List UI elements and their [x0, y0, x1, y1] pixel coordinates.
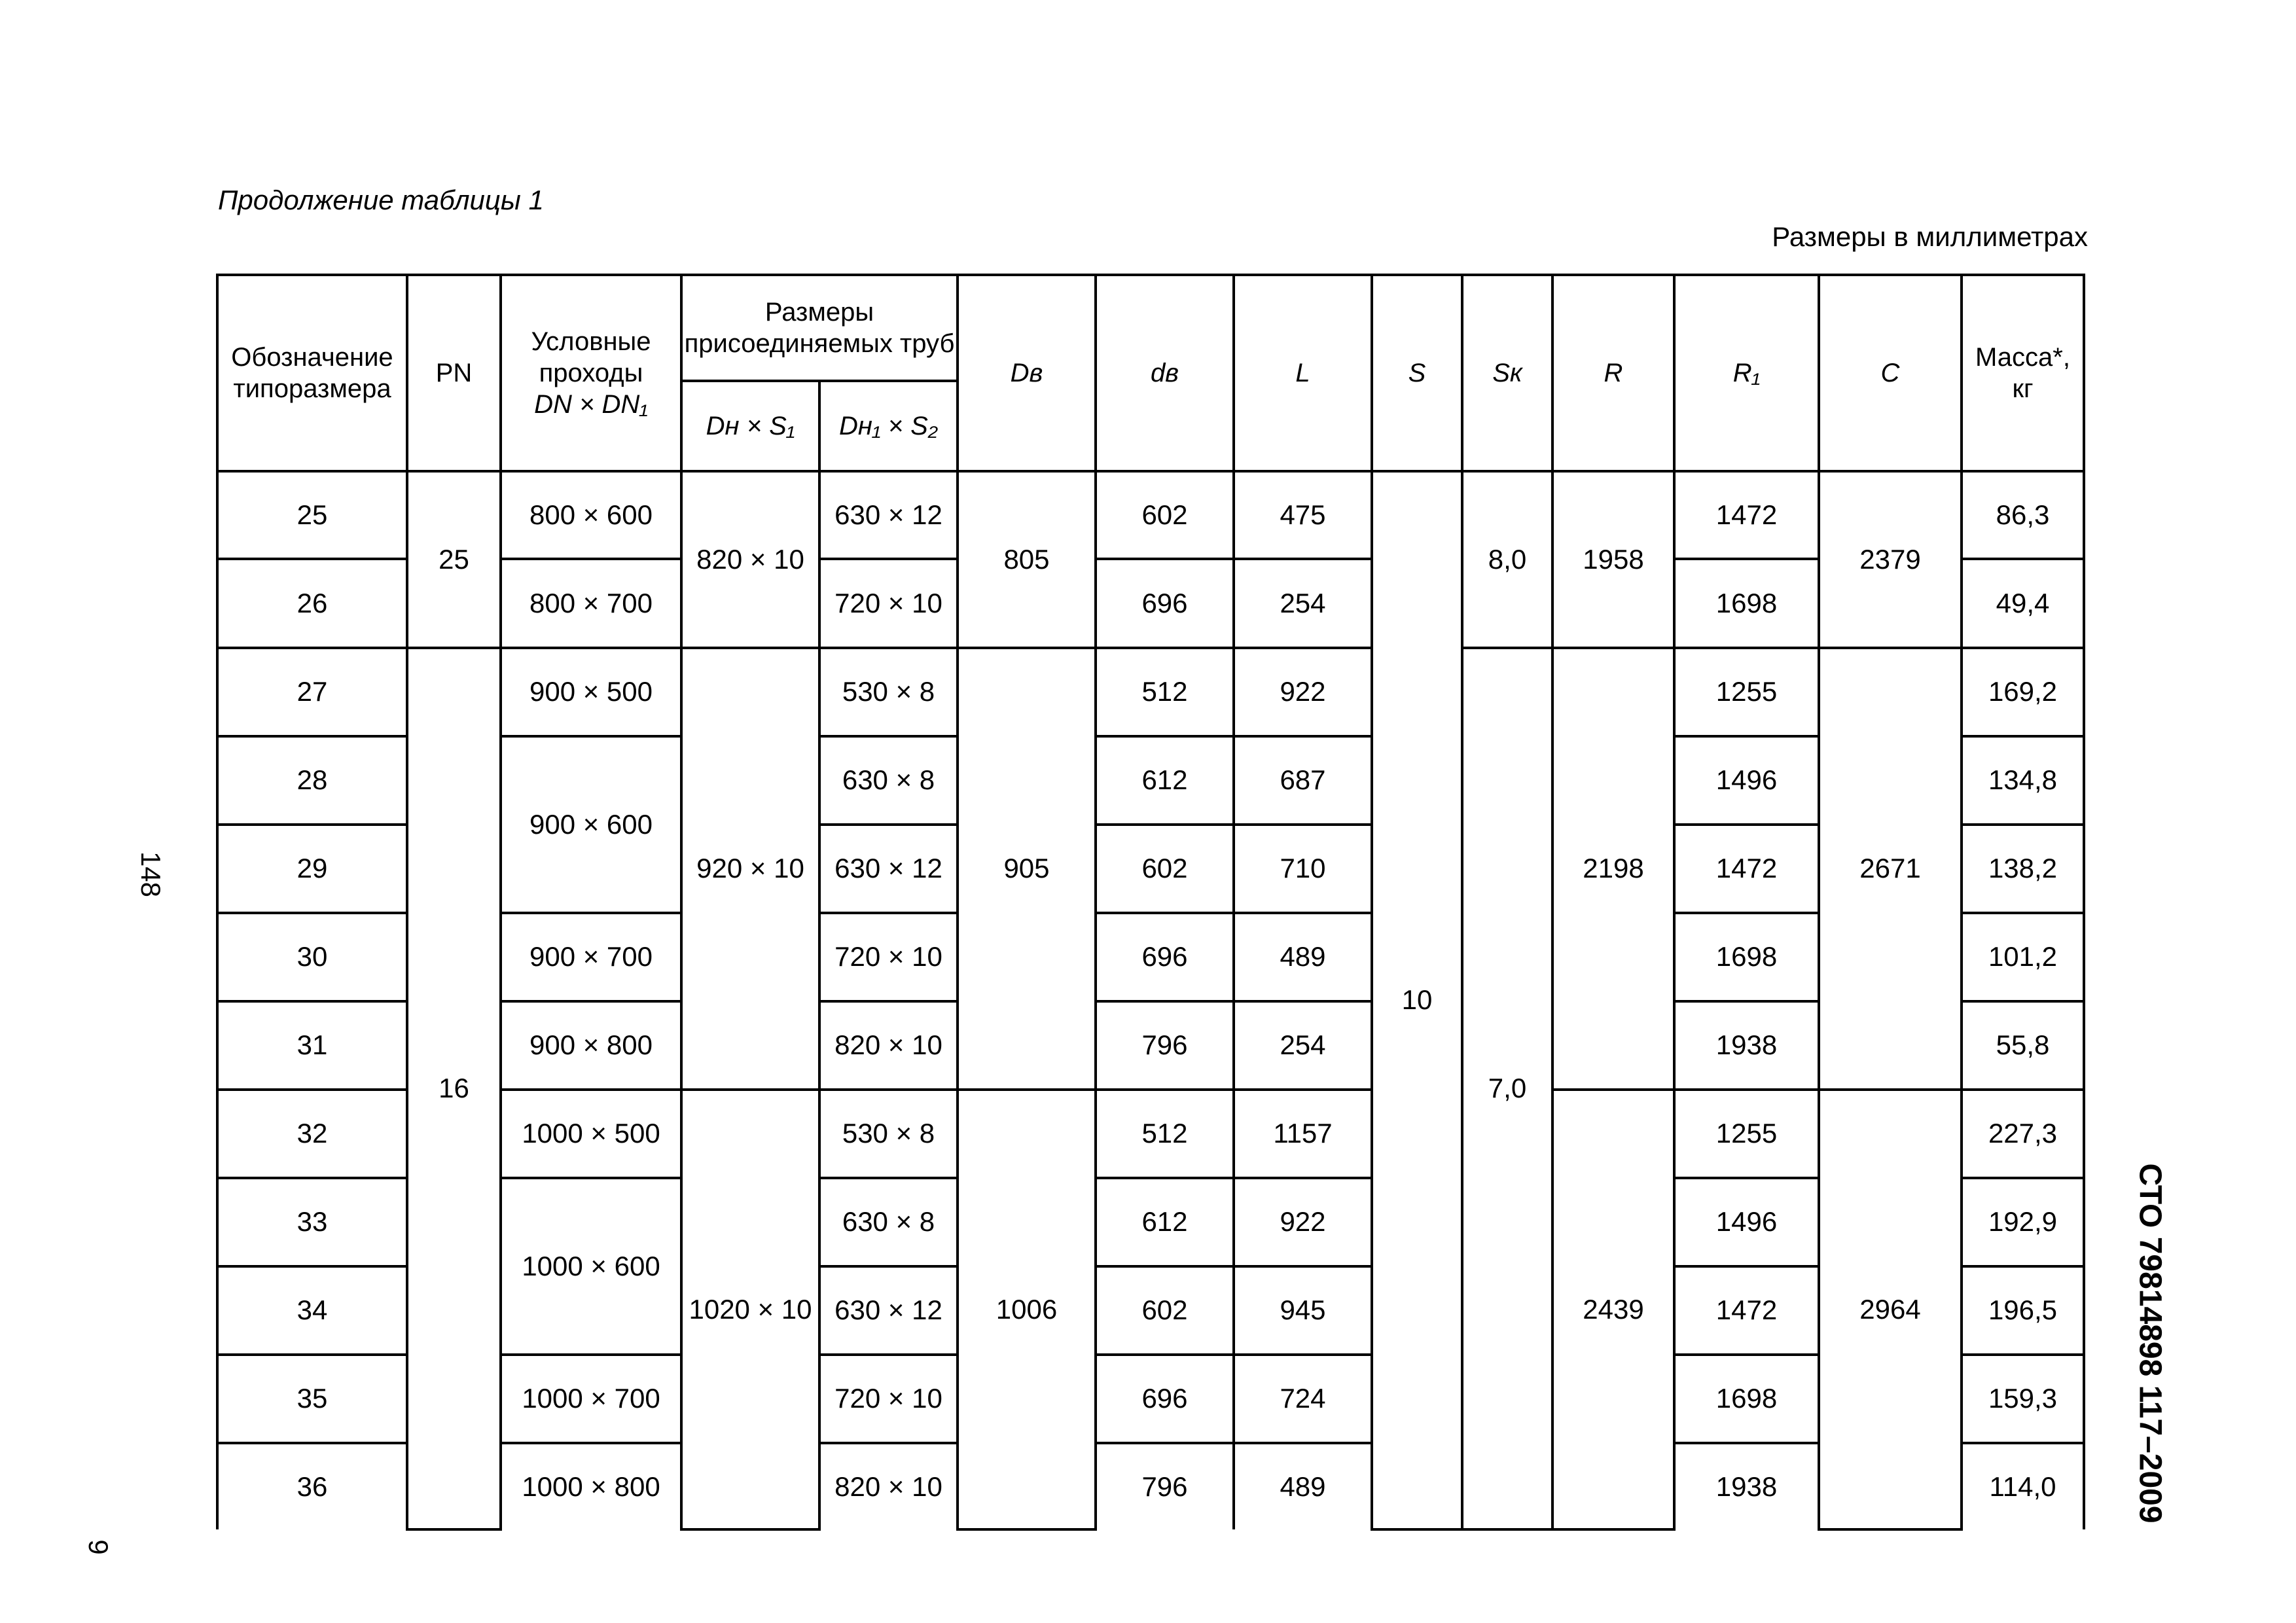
cell-r1: 1698	[1674, 559, 1819, 648]
cell-designation: 36	[217, 1443, 407, 1529]
cell-pipe-main: 920 × 10	[681, 648, 819, 1090]
cell-r: 2439	[1552, 1090, 1674, 1529]
cell-designation: 32	[217, 1090, 407, 1178]
header-nominal	[501, 275, 681, 471]
header-nominal-label: Условные проходы	[531, 327, 651, 387]
header-pipe-branch: Dн₁ × S₂	[819, 381, 958, 471]
cell-dv-small: 602	[1096, 471, 1234, 559]
page-number: 148	[135, 851, 166, 898]
cell-mass: 227,3	[1962, 1090, 2084, 1178]
cell-r1: 1698	[1674, 913, 1819, 1001]
cell-sk: 8,0	[1462, 471, 1552, 648]
cell-r1: 1938	[1674, 1443, 1819, 1529]
units-note: Размеры в миллиметрах	[1772, 221, 2088, 252]
cell-l: 724	[1234, 1355, 1372, 1443]
cell-r1: 1938	[1674, 1001, 1819, 1090]
cell-dv: 805	[958, 471, 1096, 648]
cell-r: 1958	[1552, 471, 1674, 648]
cell-r1: 1255	[1674, 648, 1819, 736]
cell-l: 922	[1234, 1178, 1372, 1266]
cell-mass: 192,9	[1962, 1178, 2084, 1266]
cell-c: 2964	[1819, 1090, 1962, 1529]
table-row	[217, 471, 2084, 559]
cell-r1: 1472	[1674, 471, 1819, 559]
cell-pipe-main: 1020 × 10	[681, 1090, 819, 1529]
cell-designation: 30	[217, 913, 407, 1001]
header-r1: R₁	[1674, 275, 1819, 471]
cell-mass: 114,0	[1962, 1443, 2084, 1529]
cell-nominal: 1000 × 600	[501, 1178, 681, 1355]
cell-pipe-branch: 630 × 12	[819, 471, 958, 559]
cell-pipe-branch: 720 × 10	[819, 559, 958, 648]
cell-mass: 169,2	[1962, 648, 2084, 736]
header-dv-small: dв	[1096, 275, 1234, 471]
cell-sk: 7,0	[1462, 648, 1552, 1529]
cell-dv-small: 796	[1096, 1443, 1234, 1529]
header-c: C	[1819, 275, 1962, 471]
cell-designation: 31	[217, 1001, 407, 1090]
cell-dv: 1006	[958, 1090, 1096, 1529]
cell-l: 1157	[1234, 1090, 1372, 1178]
cell-pn: 25	[407, 471, 501, 648]
cell-designation: 35	[217, 1355, 407, 1443]
document-id: СТО 79814898 117–2009	[2132, 1163, 2168, 1524]
cell-designation: 33	[217, 1178, 407, 1266]
cell-dv-small: 796	[1096, 1001, 1234, 1090]
dimensions-table	[216, 274, 2085, 1531]
cell-pipe-main: 820 × 10	[681, 471, 819, 648]
cell-nominal: 800 × 700	[501, 559, 681, 648]
cell-designation: 25	[217, 471, 407, 559]
table-continuation-caption: Продолжение таблицы 1	[218, 185, 544, 215]
cell-mass: 134,8	[1962, 736, 2084, 825]
cell-pipe-branch: 720 × 10	[819, 913, 958, 1001]
cell-dv-small: 696	[1096, 913, 1234, 1001]
header-pn: PN	[407, 275, 501, 471]
cell-dv-small: 696	[1096, 1355, 1234, 1443]
cell-designation: 34	[217, 1266, 407, 1355]
cell-nominal: 900 × 500	[501, 648, 681, 736]
header-pipe-main: Dн × S₁	[681, 381, 819, 471]
cell-l: 945	[1234, 1266, 1372, 1355]
cell-c: 2379	[1819, 471, 1962, 648]
cell-pipe-branch: 630 × 12	[819, 1266, 958, 1355]
cell-dv: 905	[958, 648, 1096, 1090]
cell-l: 254	[1234, 1001, 1372, 1090]
cell-s: 10	[1372, 471, 1462, 1529]
cell-mass: 196,5	[1962, 1266, 2084, 1355]
header-nominal-formula: DN × DN₁	[534, 390, 648, 419]
cell-nominal: 900 × 700	[501, 913, 681, 1001]
cell-pn: 16	[407, 648, 501, 1529]
cell-mass: 49,4	[1962, 559, 2084, 648]
cell-designation: 28	[217, 736, 407, 825]
cell-r1: 1472	[1674, 1266, 1819, 1355]
header-sk: Sк	[1462, 275, 1552, 471]
cell-pipe-branch: 630 × 8	[819, 1178, 958, 1266]
cell-mass: 159,3	[1962, 1355, 2084, 1443]
cell-r1: 1496	[1674, 736, 1819, 825]
cell-nominal: 900 × 600	[501, 736, 681, 913]
header-s: S	[1372, 275, 1462, 471]
cell-r1: 1255	[1674, 1090, 1819, 1178]
header-designation: Обозначение типоразмера	[217, 275, 407, 471]
cell-pipe-branch: 530 × 8	[819, 648, 958, 736]
cell-pipe-branch: 630 × 8	[819, 736, 958, 825]
cell-r: 2198	[1552, 648, 1674, 1090]
cell-pipe-branch: 530 × 8	[819, 1090, 958, 1178]
cell-r1: 1472	[1674, 825, 1819, 913]
header-pipes: Размеры присоединяемых труб	[681, 275, 958, 381]
cell-dv-small: 602	[1096, 825, 1234, 913]
cell-mass: 101,2	[1962, 913, 2084, 1001]
header-mass: Масса*, кг	[1962, 275, 2084, 471]
cell-nominal: 1000 × 700	[501, 1355, 681, 1443]
cell-nominal: 800 × 600	[501, 471, 681, 559]
cell-pipe-branch: 630 × 12	[819, 825, 958, 913]
cell-designation: 26	[217, 559, 407, 648]
cell-dv-small: 512	[1096, 1090, 1234, 1178]
cell-c: 2671	[1819, 648, 1962, 1090]
cell-r1: 1698	[1674, 1355, 1819, 1443]
cell-pipe-branch: 820 × 10	[819, 1001, 958, 1090]
cell-l: 710	[1234, 825, 1372, 913]
cell-dv-small: 612	[1096, 1178, 1234, 1266]
header-l: L	[1234, 275, 1372, 471]
cell-designation: 27	[217, 648, 407, 736]
header-dv: Dв	[958, 275, 1096, 471]
cell-pipe-branch: 820 × 10	[819, 1443, 958, 1529]
cell-l: 489	[1234, 913, 1372, 1001]
cell-l: 489	[1234, 1443, 1372, 1529]
cell-l: 254	[1234, 559, 1372, 648]
cell-mass: 86,3	[1962, 471, 2084, 559]
cell-pipe-branch: 720 × 10	[819, 1355, 958, 1443]
cell-nominal: 900 × 800	[501, 1001, 681, 1090]
cell-designation: 29	[217, 825, 407, 913]
cell-nominal: 1000 × 500	[501, 1090, 681, 1178]
cell-mass: 55,8	[1962, 1001, 2084, 1090]
cell-dv-small: 602	[1096, 1266, 1234, 1355]
cell-mass: 138,2	[1962, 825, 2084, 913]
cell-l: 687	[1234, 736, 1372, 825]
cell-dv-small: 512	[1096, 648, 1234, 736]
cell-l: 475	[1234, 471, 1372, 559]
cell-dv-small: 612	[1096, 736, 1234, 825]
table-row	[217, 648, 2084, 736]
cell-l: 922	[1234, 648, 1372, 736]
sheet-number: 9	[83, 1539, 114, 1555]
cell-nominal: 1000 × 800	[501, 1443, 681, 1529]
cell-r1: 1496	[1674, 1178, 1819, 1266]
cell-dv-small: 696	[1096, 559, 1234, 648]
header-r: R	[1552, 275, 1674, 471]
